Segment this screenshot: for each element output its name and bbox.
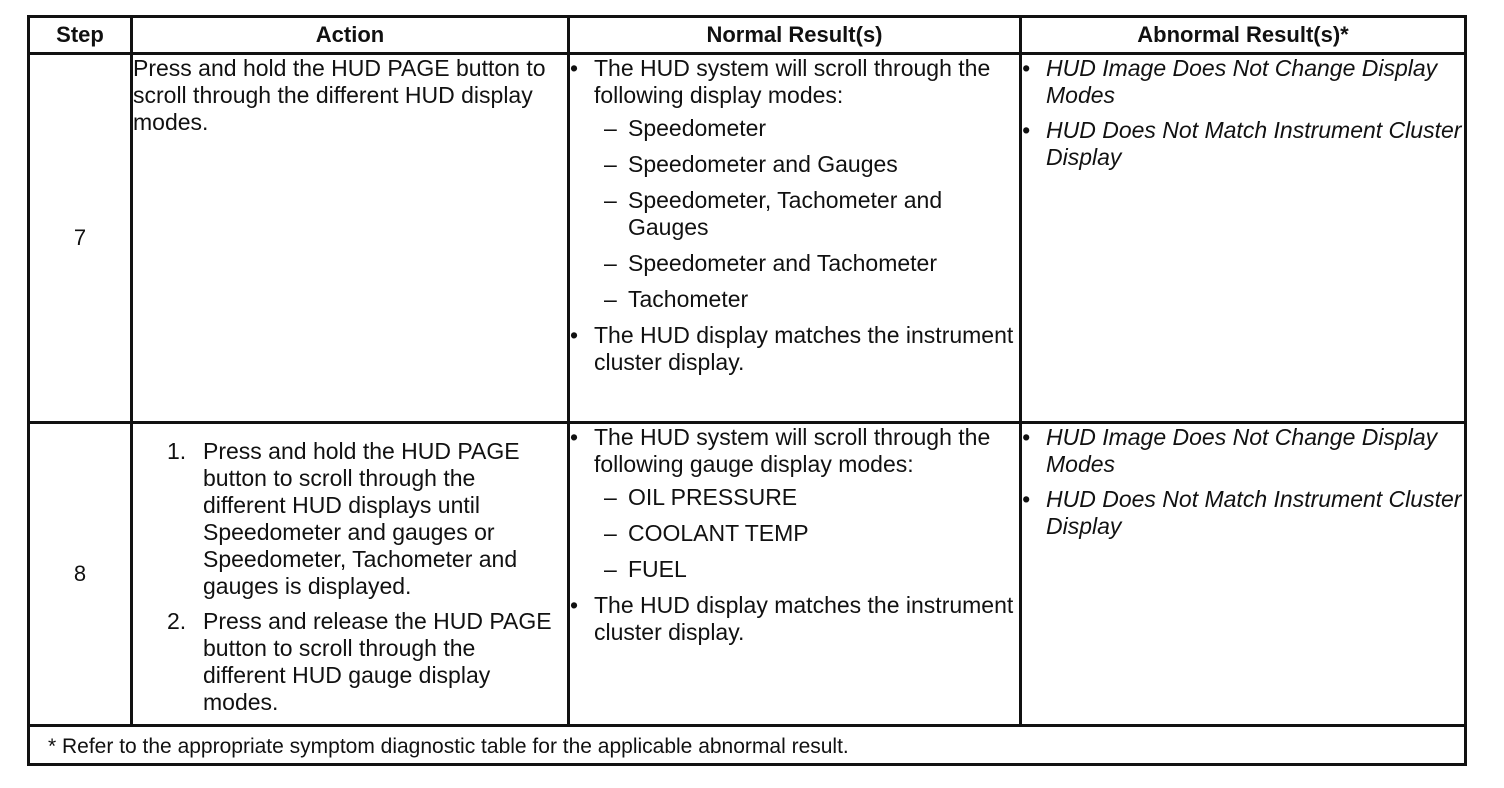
bullet-icon: • bbox=[1022, 424, 1031, 450]
action-cell bbox=[132, 54, 569, 423]
abnormal-results-cell bbox=[1021, 423, 1466, 726]
step-number: 7 bbox=[29, 54, 132, 423]
bullet-icon: • bbox=[570, 55, 579, 81]
list-item: 1. Press and hold the HUD PAGE button to scroll through the different HUD displays until Speedometer and gauges or Speedometer, Tachometer and gauges is displayed. bbox=[167, 438, 520, 599]
list-item: – Speedometer, Tachometer and Gauges bbox=[604, 187, 943, 240]
action-cell bbox=[132, 423, 569, 726]
header-normal-results: Normal Result(s) bbox=[569, 17, 1021, 54]
list-item: • HUD Does Not Match Instrument Cluster Display bbox=[1022, 486, 1462, 539]
list-item: • The HUD system will scroll through the following gauge display modes: – OIL PRESSURE – COOLANT TEMP – FUEL bbox=[570, 424, 1019, 583]
bullet-icon: • bbox=[1022, 117, 1031, 143]
dash-icon: – bbox=[604, 151, 617, 177]
table-row bbox=[29, 54, 1466, 423]
dash-icon: – bbox=[604, 115, 617, 141]
dash-icon: – bbox=[604, 520, 617, 546]
dash-icon: – bbox=[604, 187, 617, 213]
list-item: • The HUD display matches the instrument cluster display. bbox=[570, 322, 1014, 375]
list-item: – Speedometer and Gauges bbox=[604, 151, 898, 177]
dash-icon: – bbox=[604, 286, 617, 312]
table-row bbox=[29, 423, 1466, 726]
diagnostic-table bbox=[27, 15, 1467, 766]
list-item: • HUD Does Not Match Instrument Cluster Display bbox=[1022, 117, 1462, 170]
list-item: • The HUD system will scroll through the following display modes: – Speedometer – Speedometer and Gauges – Speedometer, Tachometer and Gauges – Speedometer and Tachometer – Tachometer bbox=[570, 55, 1019, 313]
list-item: – COOLANT TEMP bbox=[604, 520, 809, 546]
normal-results-cell bbox=[569, 54, 1021, 423]
list-item: – Speedometer and Tachometer bbox=[604, 250, 937, 276]
footnote: * Refer to the appropriate symptom diagnostic table for the applicable abnormal result. bbox=[29, 726, 1466, 765]
dash-icon: – bbox=[604, 556, 617, 582]
dash-icon: – bbox=[604, 250, 617, 276]
header-row bbox=[29, 17, 1466, 54]
dash-icon: – bbox=[604, 484, 617, 510]
bullet-icon: • bbox=[1022, 486, 1031, 512]
bullet-icon: • bbox=[570, 322, 579, 348]
list-item: – Tachometer bbox=[604, 286, 749, 312]
abnormal-results-cell bbox=[1021, 54, 1466, 423]
list-item: – Speedometer bbox=[604, 115, 767, 141]
step-number: 8 bbox=[29, 423, 132, 726]
header-abnormal-results: Abnormal Result(s)* bbox=[1021, 17, 1466, 54]
bullet-icon: • bbox=[1022, 55, 1031, 81]
list-item: – FUEL bbox=[604, 556, 687, 582]
list-item: • The HUD display matches the instrument cluster display. bbox=[570, 592, 1014, 645]
action-text: Press and hold the HUD PAGE button to scroll through the different HUD display modes. bbox=[133, 55, 546, 135]
bullet-icon: • bbox=[570, 424, 579, 450]
header-step: Step bbox=[29, 17, 132, 54]
normal-results-cell bbox=[569, 423, 1021, 726]
header-action: Action bbox=[132, 17, 569, 54]
bullet-icon: • bbox=[570, 592, 579, 618]
list-item: 2. Press and release the HUD PAGE button to scroll through the different HUD gauge display modes. bbox=[167, 608, 552, 715]
list-item: – OIL PRESSURE bbox=[604, 484, 798, 510]
footnote-row bbox=[29, 726, 1466, 765]
list-item: • HUD Image Does Not Change Display Modes bbox=[1022, 424, 1438, 477]
list-item: • HUD Image Does Not Change Display Modes bbox=[1022, 55, 1438, 108]
